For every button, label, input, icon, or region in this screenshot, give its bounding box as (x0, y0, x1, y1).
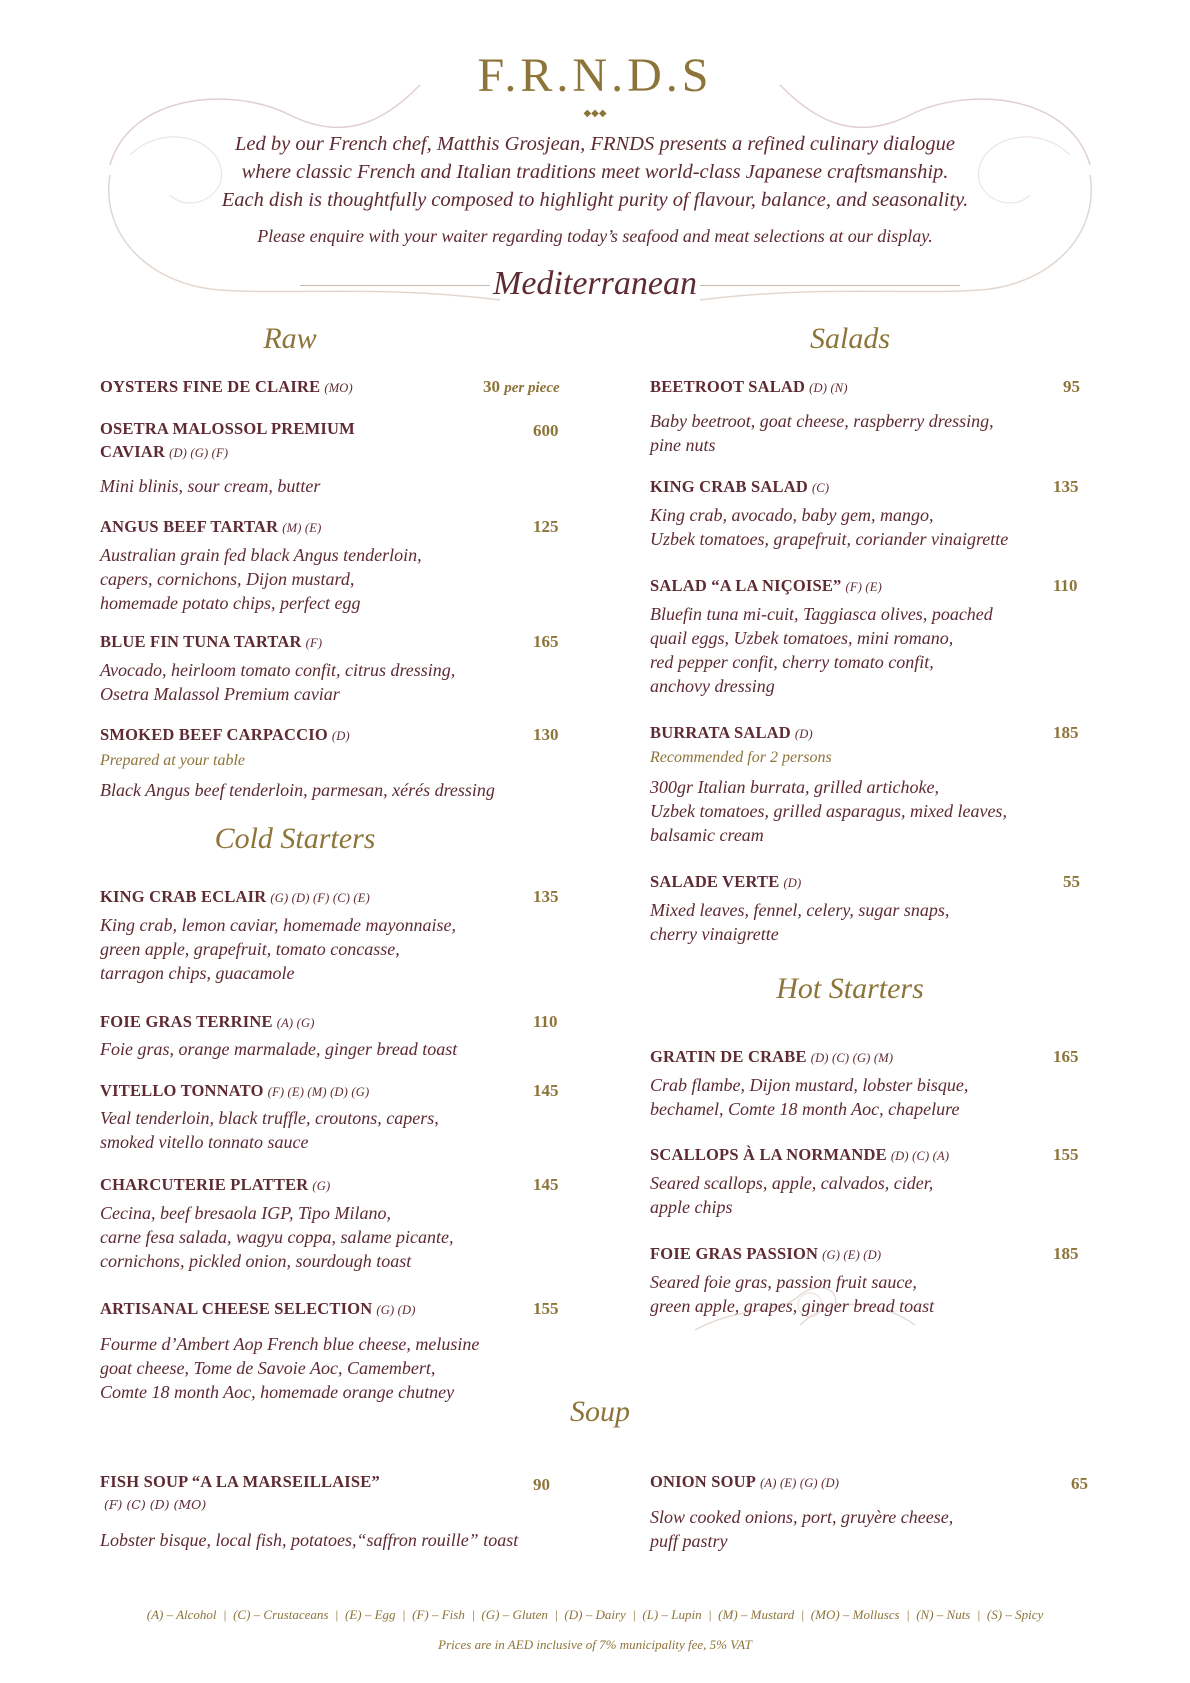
allergens: (D) (783, 876, 802, 890)
dish-description-3: balsamic cream (650, 825, 764, 845)
dish-name: CHARCUTERIE PLATTER (G) (100, 1175, 331, 1194)
dish-name: GRATIN DE CRABE (D) (C) (G) (M) (650, 1047, 894, 1066)
allergens: (G) (D) (F) (C) (E) (270, 891, 370, 905)
dish-description-2: carne fesa salada, wagyu coppa, salame picante, (100, 1227, 454, 1247)
allergens: (A) (E) (G) (D) (760, 1476, 840, 1490)
allergens: (G) (E) (D) (822, 1248, 882, 1262)
allergen-legend: (A) – Alcohol | (C) – Crustaceans | (E) – Egg | (F) – Fish | (G) – Gluten | (D) – Dairy | (L) – Lupin | (M) – Mustard | (MO) – Molluscs | (N) – Nuts | (S) – Spicy (146, 1607, 1044, 1622)
intro-line-1: Led by our French chef, Matthis Grosjean, FRNDS presents a refined culinary dialogue (234, 133, 956, 155)
dish-description-1: Crab flambe, Dijon mustard, lobster bisque, (650, 1075, 969, 1095)
dish-description-2: Osetra Malassol Premium caviar (100, 684, 340, 704)
dish-description-1: Slow cooked onions, port, gruyère cheese, (650, 1507, 954, 1527)
dish-description-2: green apple, grapes, ginger bread toast (650, 1296, 935, 1316)
dish-price: 130 (533, 725, 559, 744)
dish-description-1: Fourme d’Ambert Aop French blue cheese, melusine (100, 1334, 480, 1354)
allergens: (D) (N) (809, 381, 848, 395)
allergens: (F) (C) (D) (MO) (104, 1497, 207, 1512)
dish-name: BLUE FIN TUNA TARTAR (F) (100, 632, 323, 651)
dish-description-1: King crab, lemon caviar, homemade mayonnaise, (100, 915, 456, 935)
dish-name: ANGUS BEEF TARTAR (M) (E) (100, 517, 322, 536)
dish-name: KING CRAB SALAD (C) (650, 477, 830, 496)
dish-price: 155 (1053, 1145, 1079, 1164)
dish-description-3: red pepper confit, cherry tomato confit, (650, 652, 934, 672)
hot-starters-title: Hot Starters (776, 972, 924, 1005)
dish-name: FOIE GRAS TERRINE (A) (G) (100, 1012, 315, 1031)
raw-title: Raw (263, 322, 317, 355)
dish-description-2: puff pastry (650, 1531, 728, 1551)
dish-price: 110 (533, 1012, 558, 1031)
section-rule-right (700, 285, 960, 286)
dish-description-1: Avocado, heirloom tomato confit, citrus dressing, (100, 660, 456, 680)
dish-name: ONION SOUP (A) (E) (G) (D) (650, 1472, 840, 1491)
dish-description-3: cornichons, pickled onion, sourdough toast (100, 1251, 412, 1271)
allergens: (G) (312, 1179, 331, 1193)
dish-price: 90 (533, 1475, 550, 1494)
dish-price: 125 (533, 517, 559, 536)
dish-description-1: Australian grain fed black Angus tenderloin, (100, 545, 422, 565)
dish-name: SMOKED BEEF CARPACCIO (D) (100, 725, 350, 744)
allergens: (A) (G) (276, 1016, 315, 1030)
dish-description-1: Veal tenderloin, black truffle, croutons, capers, (100, 1108, 439, 1128)
brand-underline-ornament: ◆◆◆ (583, 108, 607, 119)
dish-description-2: Uzbek tomatoes, grilled asparagus, mixed leaves, (650, 801, 1007, 821)
dish-price: 95 (1063, 377, 1080, 396)
allergens: (D) (C) (A) (890, 1149, 950, 1163)
dish-description-2: quail eggs, Uzbek tomatoes, mini romano, (650, 628, 954, 648)
allergens: (F) (E) (M) (D) (G) (267, 1085, 370, 1099)
dish-price: 185 (1053, 1244, 1079, 1263)
dish-name: FISH SOUP “A LA MARSEILLAISE” (100, 1472, 380, 1491)
allergens: (F) (E) (845, 580, 882, 594)
dish-note: Recommended for 2 persons (650, 749, 832, 766)
dish-name: KING CRAB ECLAIR (G) (D) (F) (C) (E) (100, 887, 370, 906)
dish-description-1: Baby beetroot, goat cheese, raspberry dressing, (650, 411, 994, 431)
dish-price: 65 (1071, 1474, 1088, 1493)
dish-name: VITELLO TONNATO (F) (E) (M) (D) (G) (100, 1081, 370, 1100)
allergens: (D) (794, 727, 813, 741)
dish-description-3: tarragon chips, guacamole (100, 963, 295, 983)
dish-description-4: anchovy dressing (650, 676, 775, 696)
dish-description-2: pine nuts (650, 435, 716, 455)
allergens: (M) (E) (282, 521, 322, 535)
dish-description-2: apple chips (650, 1197, 733, 1217)
dish-description-2: green apple, grapefruit, tomato concasse, (100, 939, 400, 959)
dish-description-2: smoked vitello tonnato sauce (100, 1132, 309, 1152)
allergens: (G) (D) (376, 1303, 416, 1317)
dish-price: 155 (533, 1299, 559, 1318)
dish-description-1: Seared foie gras, passion fruit sauce, (650, 1272, 917, 1292)
dish-description-1: Seared scallops, apple, calvados, cider, (650, 1173, 934, 1193)
dish-description-3: homemade potato chips, perfect egg (100, 593, 361, 613)
dish-description: Foie gras, orange marmalade, ginger bread toast (100, 1039, 458, 1059)
dish-price: 145 (533, 1175, 559, 1194)
dish-description-2: cherry vinaigrette (650, 924, 779, 944)
dish-name: FOIE GRAS PASSION (G) (E) (D) (650, 1244, 882, 1263)
dish-description-3: Comte 18 month Aoc, homemade orange chutney (100, 1382, 455, 1402)
dish-description-2: capers, cornichons, Dijon mustard, (100, 569, 355, 589)
dish-description: Lobster bisque, local fish, potatoes,“saffron rouille” toast (100, 1530, 519, 1550)
dish-note: Prepared at your table (100, 752, 246, 769)
dish-price: 110 (1053, 576, 1078, 595)
allergens: (D) (C) (G) (M) (810, 1051, 894, 1065)
dish-name: BURRATA SALAD (D) (650, 723, 813, 742)
intro-enquire: Please enquire with your waiter regarding today’s seafood and meat selections at our display. (257, 226, 933, 246)
dish-description-1: Bluefin tuna mi-cuit, Taggiasca olives, poached (650, 604, 993, 624)
dish-price: 55 (1063, 872, 1080, 891)
dish-name: SALAD “A LA NIÇOISE” (F) (E) (650, 576, 882, 595)
dish-price: 600 (533, 421, 559, 440)
dish-name: SALADE VERTE (D) (650, 872, 802, 891)
dish-description-1: 300gr Italian burrata, grilled artichoke, (650, 777, 939, 797)
allergens: (D) (331, 729, 350, 743)
dish-name: ARTISANAL CHEESE SELECTION (G) (D) (100, 1299, 416, 1318)
cold-starters-title: Cold Starters (214, 822, 376, 855)
salads-title: Salads (809, 322, 890, 355)
brand-logo: F.R.N.D.S (477, 49, 713, 102)
allergens: (C) (811, 481, 830, 495)
dish-name-line-2: CAVIAR (D) (G) (F) (100, 442, 229, 461)
dish-price: 135 (1053, 477, 1079, 496)
dish-description-2: Uzbek tomatoes, grapefruit, coriander vinaigrette (650, 529, 1009, 549)
dish-description-2: bechamel, Comte 18 month Aoc, chapelure (650, 1099, 960, 1119)
allergens: (MO) (324, 381, 353, 395)
dish-description-1: Mixed leaves, fennel, celery, sugar snaps, (650, 900, 950, 920)
dish-name: OYSTERS FINE DE CLAIRE (MO) (100, 377, 353, 396)
dish-description-2: goat cheese, Tome de Savoie Aoc, Camembert, (100, 1358, 436, 1378)
dish-price: 185 (1053, 723, 1079, 742)
soup-title: Soup (570, 1395, 630, 1428)
intro-line-3: Each dish is thoughtfully composed to highlight purity of flavour, balance, and seasonality. (221, 189, 969, 211)
dish-description-1: Cecina, beef bresaola IGP, Tipo Milano, (100, 1203, 391, 1223)
dish-price: 145 (533, 1081, 559, 1100)
intro-line-2: where classic French and Italian traditions meet world-class Japanese craftsmanship. (241, 161, 949, 183)
price-note: Prices are in AED inclusive of 7% municipality fee, 5% VAT (438, 1637, 752, 1652)
section-title: Mediterranean (493, 265, 697, 302)
dish-price: 30 per piece (483, 377, 560, 396)
dish-price: 165 (533, 632, 559, 651)
dish-price: 165 (1053, 1047, 1079, 1066)
dish-description: Mini blinis, sour cream, butter (100, 476, 321, 496)
dish-name: BEETROOT SALAD (D) (N) (650, 377, 848, 396)
dish-price: 135 (533, 887, 559, 906)
dish-description-1: King crab, avocado, baby gem, mango, (650, 505, 934, 525)
allergens: (F) (305, 636, 323, 650)
dish-description: Black Angus beef tenderloin, parmesan, xérés dressing (100, 780, 495, 800)
dish-name: SCALLOPS À LA NORMANDE (D) (C) (A) (650, 1145, 950, 1164)
allergens: (D) (G) (F) (169, 446, 229, 460)
dish-name-line-1: OSETRA MALOSSOL PREMIUM (100, 419, 355, 438)
